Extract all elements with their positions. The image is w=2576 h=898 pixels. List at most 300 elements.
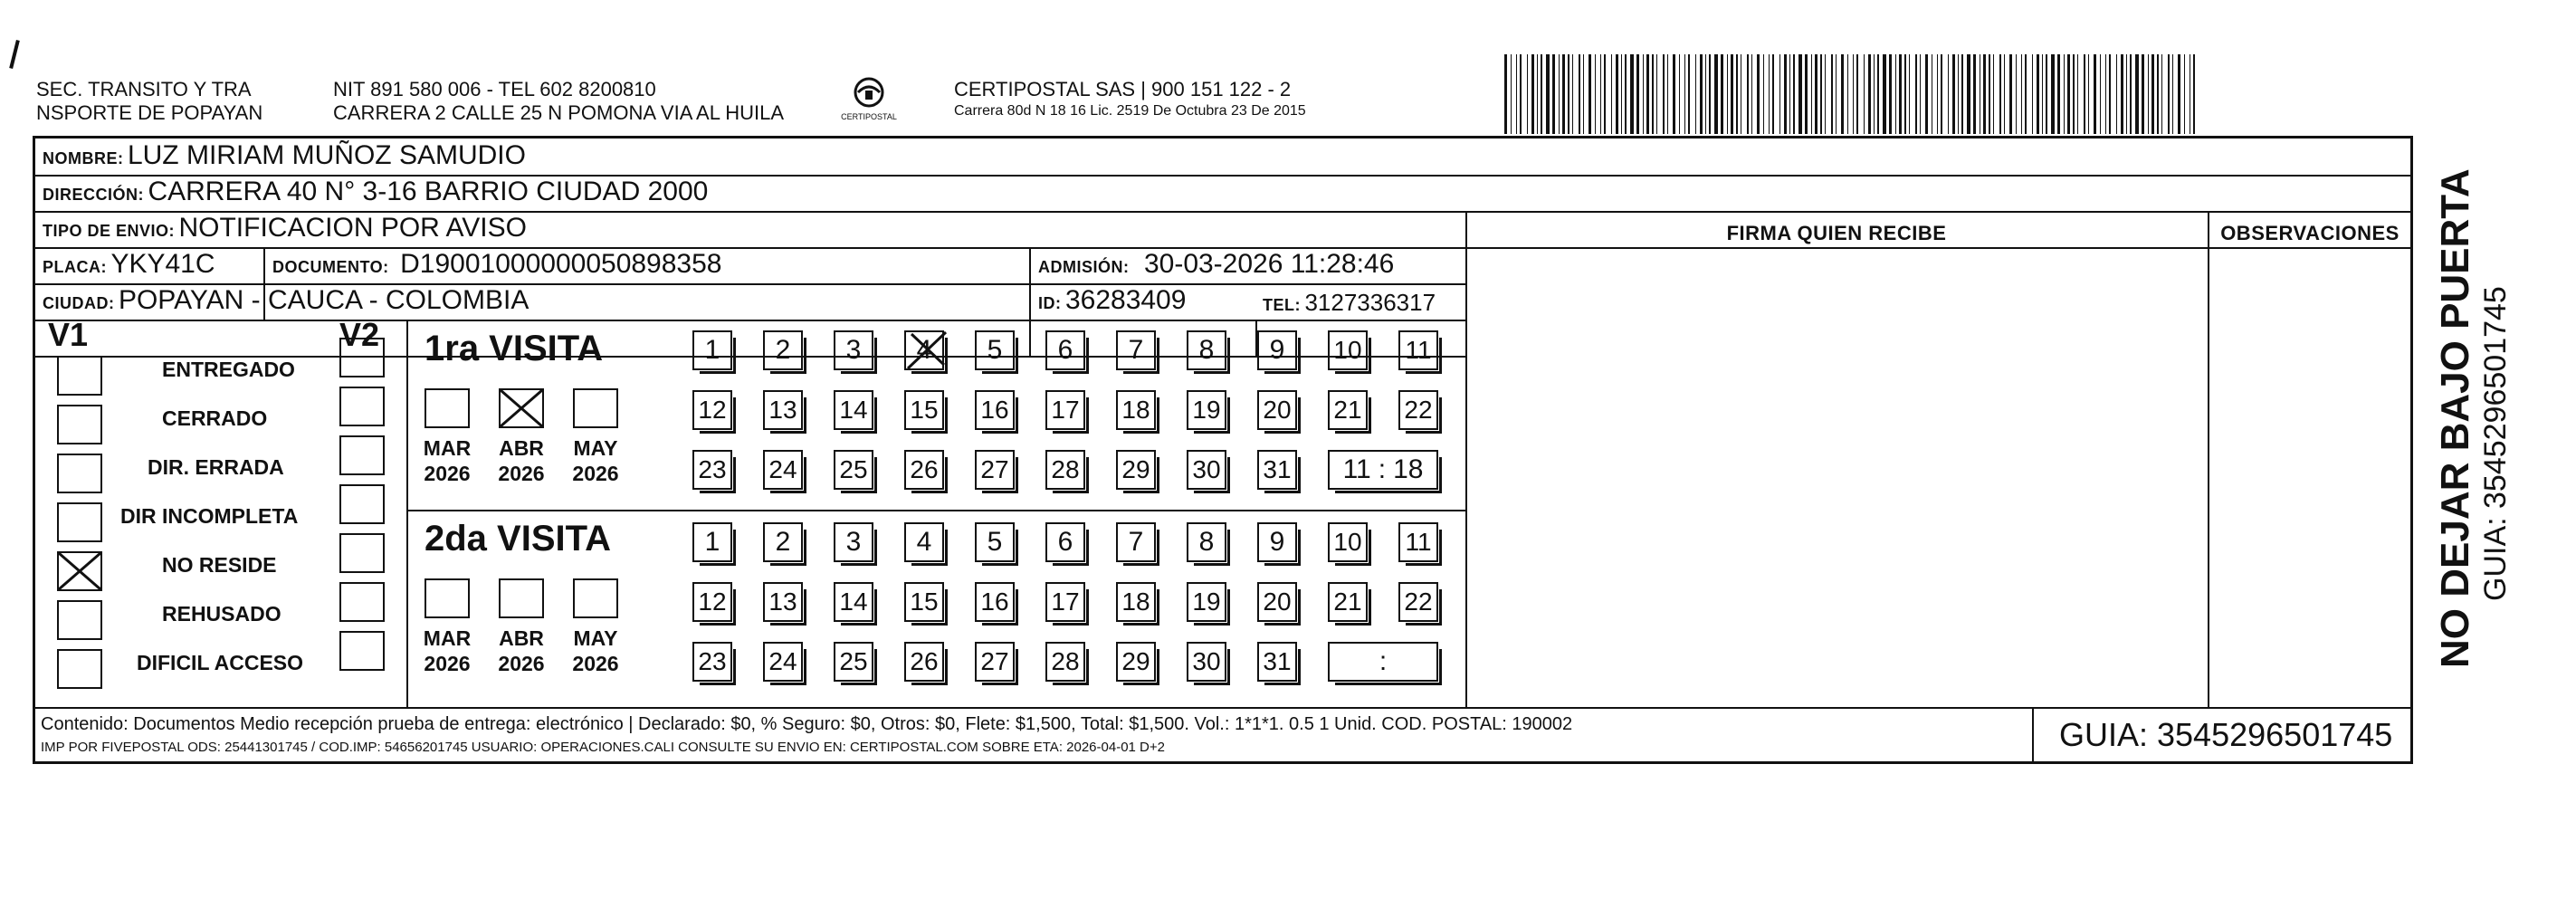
second-visit-day-box[interactable]: [1116, 642, 1156, 682]
logo-text: CERTIPOSTAL: [841, 112, 897, 121]
v1-checkbox[interactable]: [57, 649, 102, 689]
status-label: CERRADO: [162, 406, 268, 430]
second-visit-day-box[interactable]: [692, 642, 732, 682]
status-label: DIFICIL ACCESO: [137, 651, 304, 674]
day-number: 2: [775, 527, 791, 557]
barcode-bar: [1562, 54, 1565, 134]
barcode-bar: [1751, 54, 1752, 134]
barcode-bar: [2135, 54, 2139, 134]
barcode-bar: [2178, 54, 2180, 134]
day-number: 12: [698, 396, 727, 424]
first-visit-day-box[interactable]: [975, 450, 1015, 490]
month-checkbox[interactable]: [573, 388, 618, 428]
barcode-bar: [1915, 54, 1917, 134]
x-mark-icon: [57, 551, 102, 591]
barcode-bar: [1636, 54, 1639, 134]
barcode-bar: [1952, 54, 1955, 134]
rule: [1465, 247, 1467, 707]
month-year: 2026: [572, 652, 619, 675]
second-visit-day-box[interactable]: [834, 522, 873, 562]
second-visit-day-box[interactable]: [692, 522, 732, 562]
month-name: MAY: [573, 436, 618, 460]
first-visit-day-box[interactable]: [1045, 330, 1085, 370]
day-number: 8: [1198, 335, 1215, 365]
day-number: 30: [1192, 647, 1221, 675]
sender-line-2: NSPORTE DE POPAYAN: [36, 101, 263, 124]
day-number: 16: [980, 396, 1009, 424]
second-visit-day-box[interactable]: [975, 642, 1015, 682]
direccion-row: [43, 177, 708, 207]
day-number: 24: [768, 455, 797, 483]
second-visit-day-box[interactable]: [904, 582, 944, 622]
second-visit-day-box[interactable]: [1398, 582, 1438, 622]
v2-checkbox[interactable]: [339, 631, 385, 671]
barcode-bar: [1853, 54, 1854, 134]
day-number: 29: [1121, 647, 1150, 675]
barcode-bar: [1504, 54, 1507, 134]
first-visit-day-box[interactable]: [1045, 450, 1085, 490]
second-visit-day-box[interactable]: [1187, 582, 1226, 622]
barcode-bar: [1695, 54, 1696, 134]
first-visit-day-box[interactable]: [904, 390, 944, 430]
day-number: 22: [1404, 396, 1433, 424]
barcode-bar: [2157, 54, 2159, 134]
tipo-label: TIPO DE ENVIO:: [43, 222, 176, 240]
second-visit-day-box[interactable]: [1328, 582, 1368, 622]
second-visit-day-box[interactable]: [1045, 582, 1085, 622]
v2-checkbox[interactable]: [339, 533, 385, 573]
second-visit-day-box[interactable]: [904, 642, 944, 682]
first-visit-day-box[interactable]: [834, 450, 873, 490]
sender-block: [36, 78, 262, 125]
barcode-bar: [1868, 54, 1871, 134]
barcode-bar: [1537, 54, 1538, 134]
rule: [1029, 283, 1031, 356]
first-visit-day-box[interactable]: [1116, 390, 1156, 430]
first-visit-day-box[interactable]: [1328, 390, 1368, 430]
barcode-bar: [1541, 54, 1542, 134]
first-visit-day-box[interactable]: [692, 330, 732, 370]
barcode-bar: [2109, 54, 2111, 134]
day-number: 21: [1333, 588, 1362, 616]
first-visit-day-box[interactable]: [1257, 450, 1297, 490]
barcode-bar: [1616, 54, 1618, 134]
barcode-bar: [1798, 54, 1802, 134]
barcode-bar: [2016, 54, 2017, 134]
barcode-bar: [1904, 54, 1906, 134]
v1-checkbox[interactable]: [57, 502, 102, 542]
first-visit-day-box[interactable]: [1187, 330, 1226, 370]
barcode-bar: [1583, 54, 1584, 134]
v1-checkbox[interactable]: [57, 600, 102, 640]
barcode-bar: [1673, 54, 1675, 134]
first-visit-day-box[interactable]: [904, 330, 944, 370]
status-label: DIR. ERRADA: [148, 455, 284, 479]
barcode-bar: [1709, 54, 1711, 134]
day-number: 28: [1051, 455, 1080, 483]
barcode-bar: [1999, 54, 2001, 134]
barcode-bar: [2184, 54, 2185, 134]
barcode-bar: [2168, 54, 2170, 134]
barcode-bar: [1604, 54, 1606, 134]
barcode-bar: [2042, 54, 2043, 134]
month-label: [415, 626, 479, 676]
barcode-bar: [2130, 54, 2132, 134]
month-year: 2026: [572, 462, 619, 485]
day-number: 27: [980, 647, 1009, 675]
day-number: 10: [1333, 336, 1362, 364]
documento-value: D19001000000050898358: [400, 249, 722, 279]
barcode-bar: [2084, 54, 2085, 134]
direccion-value: CARRERA 40 N° 3-16 BARRIO CIUDAD 2000: [148, 177, 709, 206]
month-year: 2026: [498, 462, 545, 485]
nombre-label: NOMBRE:: [43, 149, 124, 167]
barcode-bar: [2148, 54, 2149, 134]
day-number: 11: [1405, 528, 1432, 556]
second-visit-day-box[interactable]: [1187, 522, 1226, 562]
certipostal-logo: [833, 76, 905, 129]
barcode-bar: [1847, 54, 1848, 134]
barcode-bar: [2121, 54, 2123, 134]
v1-checkbox[interactable]: [57, 454, 102, 493]
barcode-bar: [2057, 54, 2060, 134]
day-number: 31: [1263, 647, 1292, 675]
second-visit-day-box[interactable]: [1328, 522, 1368, 562]
barcode-bar: [2094, 54, 2096, 134]
admision-value: 30-03-2026 11:28:46: [1143, 249, 1395, 279]
first-visit-day-box[interactable]: [763, 450, 803, 490]
barcode-bar: [2064, 54, 2065, 134]
barcode-bar: [1643, 54, 1644, 134]
placa-value: YKY41C: [110, 249, 215, 279]
month-checkbox[interactable]: [499, 388, 544, 428]
company-line-2: Carrera 80d N 18 16 Lic. 2519 De Octubra 23 De 2015: [954, 103, 1306, 119]
rule: [406, 320, 408, 707]
barcode-bar: [1546, 54, 1550, 134]
barcode-bar: [1646, 54, 1649, 134]
day-number: 18: [1121, 396, 1150, 424]
placa-row: [43, 249, 215, 280]
barcode-bar: [1736, 54, 1738, 134]
barcode-bar: [1625, 54, 1627, 134]
first-visit-day-box[interactable]: [763, 390, 803, 430]
day-number: 11: [1405, 336, 1432, 364]
day-number: 9: [1269, 335, 1285, 365]
v1-checkbox[interactable]: [57, 405, 102, 444]
footer-print-info: IMP POR FIVEPOSTAL ODS: 25441301745 / COD.IMP: 54656201745 USUARIO: OPERACIONES.CALI CONSULTE SU ENVIO EN: CERTIPOSTAL.COM SOBRE ETA: 2026-04-01 D+2: [41, 740, 1165, 755]
second-visit-time-box[interactable]: [1328, 642, 1438, 682]
day-number: 12: [698, 588, 727, 616]
first-visit-day-box[interactable]: [1045, 390, 1085, 430]
month-name: ABR: [499, 626, 544, 650]
second-visit-day-box[interactable]: [904, 522, 944, 562]
time-hour: 11: [1342, 454, 1371, 484]
v2-checkbox[interactable]: [339, 435, 385, 475]
second-visit-day-box[interactable]: [1257, 582, 1297, 622]
day-number: 9: [1269, 527, 1285, 557]
barcode-bar: [1652, 54, 1654, 134]
month-label: [415, 435, 479, 486]
day-number: 26: [910, 647, 939, 675]
placa-label: PLACA:: [43, 258, 107, 276]
footer-guia: GUIA: 3545296501745: [2059, 716, 2393, 753]
barcode-bar: [1772, 54, 1774, 134]
second-visit-day-box[interactable]: [1257, 642, 1297, 682]
delivery-form: [33, 136, 2413, 764]
second-visit-day-box[interactable]: [834, 642, 873, 682]
second-visit-day-box[interactable]: [975, 522, 1015, 562]
v1-checkbox[interactable]: [57, 551, 102, 591]
second-visit-day-box[interactable]: [1398, 522, 1438, 562]
barcode-bar: [1531, 54, 1534, 134]
barcode-bar: [1967, 54, 1970, 134]
second-visit-day-box[interactable]: [1257, 522, 1297, 562]
barcode-bar: [2161, 54, 2162, 134]
day-number: 4: [916, 527, 932, 557]
ciudad-label: CIUDAD:: [43, 294, 115, 312]
status-label: DIR INCOMPLETA: [120, 504, 299, 528]
company-line-1: CERTIPOSTAL SAS | 900 151 122 - 2: [954, 78, 1292, 100]
barcode-bar: [1520, 54, 1522, 134]
day-number: 30: [1192, 455, 1221, 483]
barcode-bar: [2021, 54, 2022, 134]
second-visit-day-box[interactable]: [1187, 642, 1226, 682]
barcode-bar: [1511, 54, 1512, 134]
documento-row: [272, 249, 721, 280]
nit-block: [333, 78, 784, 125]
barcode-bar: [2126, 54, 2127, 134]
admision-row: [1038, 249, 1394, 280]
day-number: 21: [1333, 396, 1362, 424]
barcode-bar: [1757, 54, 1760, 134]
v2-checkbox[interactable]: [339, 387, 385, 426]
month-name: ABR: [499, 436, 544, 460]
barcode-bar: [1815, 54, 1818, 134]
month-label: [490, 626, 553, 676]
barcode-bar: [2009, 54, 2012, 134]
id-label: ID:: [1038, 294, 1062, 312]
month-checkbox[interactable]: [425, 388, 470, 428]
second-visit-day-box[interactable]: [692, 582, 732, 622]
barcode-bar: [1856, 54, 1858, 134]
barcode-bar: [1877, 54, 1879, 134]
day-number: 23: [698, 455, 727, 483]
barcode-bar: [2077, 54, 2078, 134]
first-visit-day-box[interactable]: [975, 330, 1015, 370]
barcode-bar: [1705, 54, 1706, 134]
x-mark-icon: [499, 388, 544, 428]
tel-value: 3127336317: [1304, 289, 1436, 316]
nombre-value: LUZ MIRIAM MUÑOZ SAMUDIO: [127, 140, 526, 170]
barcode-bar: [1973, 54, 1976, 134]
day-number: 14: [839, 588, 868, 616]
id-value: 36283409: [1064, 285, 1187, 315]
first-visit-day-box[interactable]: [692, 390, 732, 430]
barcode-bar: [1895, 54, 1896, 134]
day-number: 20: [1263, 396, 1292, 424]
barcode-bar: [1937, 54, 1938, 134]
footer-contents: Contenido: Documentos Medio recepción prueba de entrega: electrónico | Declarado: $0, % Seguro: $0, Otros: $0, Flete: $1,500, Total: $1,500. Vol.: 1*1*1. 0.5 1 Unid. COD. POSTAL: 190002: [41, 714, 1573, 734]
v1-checkbox[interactable]: [57, 356, 102, 396]
barcode-bar: [1864, 54, 1865, 134]
first-visit-day-box[interactable]: [834, 330, 873, 370]
day-number: 3: [845, 527, 862, 557]
day-number: 24: [768, 647, 797, 675]
first-visit-day-box[interactable]: [1398, 330, 1438, 370]
barcode-bar: [2037, 54, 2039, 134]
day-number: 8: [1198, 527, 1215, 557]
month-name: MAR: [423, 626, 472, 650]
time-separator: :: [1379, 646, 1388, 676]
rule: [2032, 707, 2034, 761]
barcode-bar: [1747, 54, 1749, 134]
month-year: 2026: [424, 462, 471, 485]
v2-checkbox[interactable]: [339, 582, 385, 622]
month-checkbox[interactable]: [499, 578, 544, 618]
day-number: 18: [1121, 588, 1150, 616]
firma-label: FIRMA QUIEN RECIBE: [1726, 222, 1947, 244]
barcode-bar: [1993, 54, 1994, 134]
barcode-bar: [1825, 54, 1826, 134]
month-year: 2026: [424, 652, 471, 675]
first-visit-day-box[interactable]: [1116, 450, 1156, 490]
day-number: 3: [845, 335, 862, 365]
month-checkbox[interactable]: [425, 578, 470, 618]
day-number: 5: [987, 527, 1003, 557]
side-warning: NO DEJAR BAJO PUERTA: [2433, 168, 2477, 668]
stray-mark: [9, 40, 20, 69]
barcode-bar: [1568, 54, 1569, 134]
nombre-row: [43, 140, 526, 171]
day-number: 7: [1128, 335, 1144, 365]
day-number: 26: [910, 455, 939, 483]
barcode-bar: [1559, 54, 1560, 134]
second-visit-day-box[interactable]: [763, 582, 803, 622]
first-visit-time-box[interactable]: [1328, 450, 1438, 490]
barcode-bar: [2151, 54, 2154, 134]
first-visit-day-box[interactable]: [692, 450, 732, 490]
nit-line-2: CARRERA 2 CALLE 25 N POMONA VIA AL HUILA: [333, 101, 785, 124]
barcode-bar: [1630, 54, 1634, 134]
barcode-bar: [1909, 54, 1910, 134]
first-visit-day-box[interactable]: [975, 390, 1015, 430]
barcode-bar: [1961, 54, 1963, 134]
v2-label: V2: [339, 316, 380, 353]
first-visit-day-box[interactable]: [1257, 390, 1297, 430]
barcode-bar: [1899, 54, 1902, 134]
id-row: [1038, 285, 1186, 316]
day-number: 19: [1192, 588, 1221, 616]
barcode-bar: [1600, 54, 1601, 134]
first-visit-day-box[interactable]: [1398, 390, 1438, 430]
day-number: 1: [704, 527, 720, 557]
month-label: [490, 435, 553, 486]
barcode-bar: [1841, 54, 1844, 134]
day-number: 28: [1051, 647, 1080, 675]
second-visit-day-box[interactable]: [1045, 642, 1085, 682]
barcode: [1504, 54, 2201, 134]
barcode-bar: [1983, 54, 1986, 134]
barcode-bar: [1948, 54, 1949, 134]
barcode-bar: [1811, 54, 1812, 134]
first-visit-day-box[interactable]: [1116, 330, 1156, 370]
barcode-bar: [2004, 54, 2005, 134]
month-name: MAY: [573, 626, 618, 650]
day-number: 7: [1128, 527, 1144, 557]
barcode-bar: [2172, 54, 2173, 134]
barcode-bar: [1920, 54, 1921, 134]
first-visit-day-box[interactable]: [834, 390, 873, 430]
barcode-bar: [1714, 54, 1718, 134]
first-visit-day-box[interactable]: [1257, 330, 1297, 370]
barcode-bar: [1663, 54, 1665, 134]
barcode-bar: [1721, 54, 1723, 134]
barcode-bar: [1784, 54, 1787, 134]
direccion-label: DIRECCIÓN:: [43, 186, 144, 204]
barcode-bar: [2073, 54, 2075, 134]
rule: [263, 247, 265, 283]
tel-label: TEL:: [1263, 296, 1301, 314]
first-visit-day-box[interactable]: [1187, 450, 1226, 490]
day-number: 20: [1263, 588, 1292, 616]
first-visit-day-box[interactable]: [763, 330, 803, 370]
second-visit-day-box[interactable]: [763, 642, 803, 682]
day-number: 13: [768, 396, 797, 424]
v2-checkbox[interactable]: [339, 484, 385, 524]
barcode-bar: [2067, 54, 2070, 134]
barcode-bar: [1836, 54, 1837, 134]
first-visit-day-box[interactable]: [904, 450, 944, 490]
second-visit-day-box[interactable]: [1116, 522, 1156, 562]
status-label: ENTREGADO: [162, 358, 295, 381]
second-visit-title: 2da VISITA: [425, 519, 611, 559]
barcode-bar: [1667, 54, 1668, 134]
barcode-bar: [1611, 54, 1612, 134]
second-visit-day-box[interactable]: [763, 522, 803, 562]
month-year: 2026: [498, 652, 545, 675]
barcode-bar: [1656, 54, 1657, 134]
barcode-bar: [1688, 54, 1690, 134]
rule: [1465, 211, 1467, 247]
barcode-bar: [1779, 54, 1780, 134]
barcode-bar: [1621, 54, 1622, 134]
second-visit-day-box[interactable]: [834, 582, 873, 622]
second-visit-day-box[interactable]: [975, 582, 1015, 622]
first-visit-day-box[interactable]: [1187, 390, 1226, 430]
barcode-bar: [1579, 54, 1580, 134]
barcode-bar: [2142, 54, 2144, 134]
tel-row: [1263, 289, 1436, 317]
v2-checkbox[interactable]: [339, 338, 385, 377]
second-visit-day-box[interactable]: [1045, 522, 1085, 562]
barcode-bar: [1769, 54, 1770, 134]
barcode-bar: [1572, 54, 1573, 134]
status-label: REHUSADO: [162, 602, 281, 626]
barcode-bar: [1727, 54, 1728, 134]
day-number: 10: [1333, 528, 1362, 556]
month-checkbox[interactable]: [573, 578, 618, 618]
day-number: 31: [1263, 455, 1292, 483]
observaciones-label: OBSERVACIONES: [2220, 222, 2399, 244]
first-visit-day-box[interactable]: [1328, 330, 1368, 370]
second-visit-day-box[interactable]: [1116, 582, 1156, 622]
day-number: 17: [1051, 588, 1080, 616]
day-number: 25: [839, 647, 868, 675]
rule: [1029, 247, 1031, 283]
day-number: 4: [916, 335, 932, 365]
barcode-bar: [1700, 54, 1703, 134]
barcode-bar: [1925, 54, 1928, 134]
